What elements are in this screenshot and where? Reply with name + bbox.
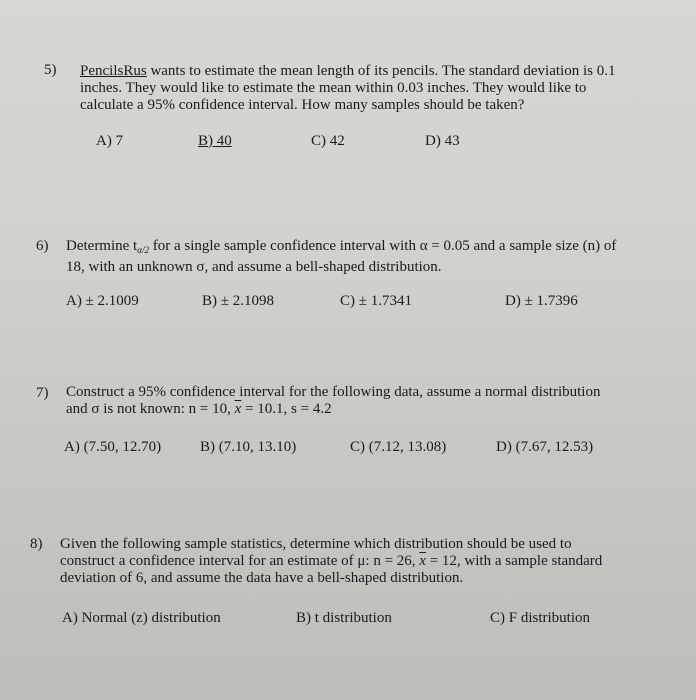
question-line: inches. They would like to estimate the mean within 0.03 inches. They would like to: [80, 80, 587, 96]
question-line: Given the following sample statistics, determine which distribution should be used to: [60, 536, 572, 552]
option-b: B) t distribution: [296, 610, 392, 626]
option-a: A) (7.50, 12.70): [64, 439, 162, 455]
question-line: deviation of 6, and assume the data have a bell-shaped distribution.: [60, 570, 464, 586]
option-d: D) 43: [425, 133, 460, 149]
option-b: B) (7.10, 13.10): [200, 439, 297, 455]
option-a: A) ± 2.1009: [66, 293, 139, 309]
option-b: B) ± 2.1098: [202, 293, 274, 309]
question-line-text: = 12, with a sample standard: [425, 553, 603, 569]
question-number: 8): [30, 536, 43, 552]
x-bar-symbol: $\overline{x}$: [234, 401, 242, 417]
question-line: [60, 553, 602, 570]
question-line-text: wants to estimate the mean length of its pencils. The standard deviation is 0.1: [146, 63, 616, 79]
option-d: D) ± 1.7396: [505, 293, 578, 309]
question-line: [80, 63, 615, 80]
option-c: C) 42: [311, 133, 345, 149]
question-text: [80, 63, 615, 114]
question-number: 5): [44, 62, 57, 78]
option-b: B) 40: [198, 133, 232, 149]
question-line: [66, 401, 600, 418]
option-a: A) 7: [96, 133, 124, 149]
option-a: A) Normal (z) distribution: [62, 610, 221, 626]
question-line-text: for a single sample confidence interval with α = 0.05 and a sample size (n) of: [148, 238, 617, 254]
question-line-text: = 10.1, s = 4.2: [241, 401, 332, 417]
option-c: C) (7.12, 13.08): [350, 439, 447, 455]
question-text: [60, 536, 602, 587]
question-line-text: construct a confidence interval for an estimate of μ: n = 26,: [60, 553, 420, 569]
question-line: [66, 238, 616, 259]
brand-name: PencilsRus: [80, 63, 147, 79]
question-line: calculate a 95% confidence interval. How many samples should be taken?: [80, 97, 525, 113]
question-number: 6): [36, 238, 49, 254]
option-c: C) ± 1.7341: [340, 293, 412, 309]
option-c: C) F distribution: [490, 610, 591, 626]
question-line-text: and σ is not known: n = 10,: [66, 401, 235, 417]
question-line-text: Determine t: [66, 238, 138, 254]
question-number: 7): [36, 385, 49, 401]
question-line: 18, with an unknown σ, and assume a bell-shaped distribution.: [66, 259, 442, 275]
alpha-half-subscript: α/2: [137, 245, 149, 255]
option-d: D) (7.67, 12.53): [496, 439, 594, 455]
question-line: Construct a 95% confidence interval for the following data, assume a normal distribution: [66, 384, 601, 400]
question-text: [66, 384, 600, 418]
x-bar-symbol: $\overline{x}$: [419, 553, 426, 569]
question-text: [66, 238, 616, 276]
